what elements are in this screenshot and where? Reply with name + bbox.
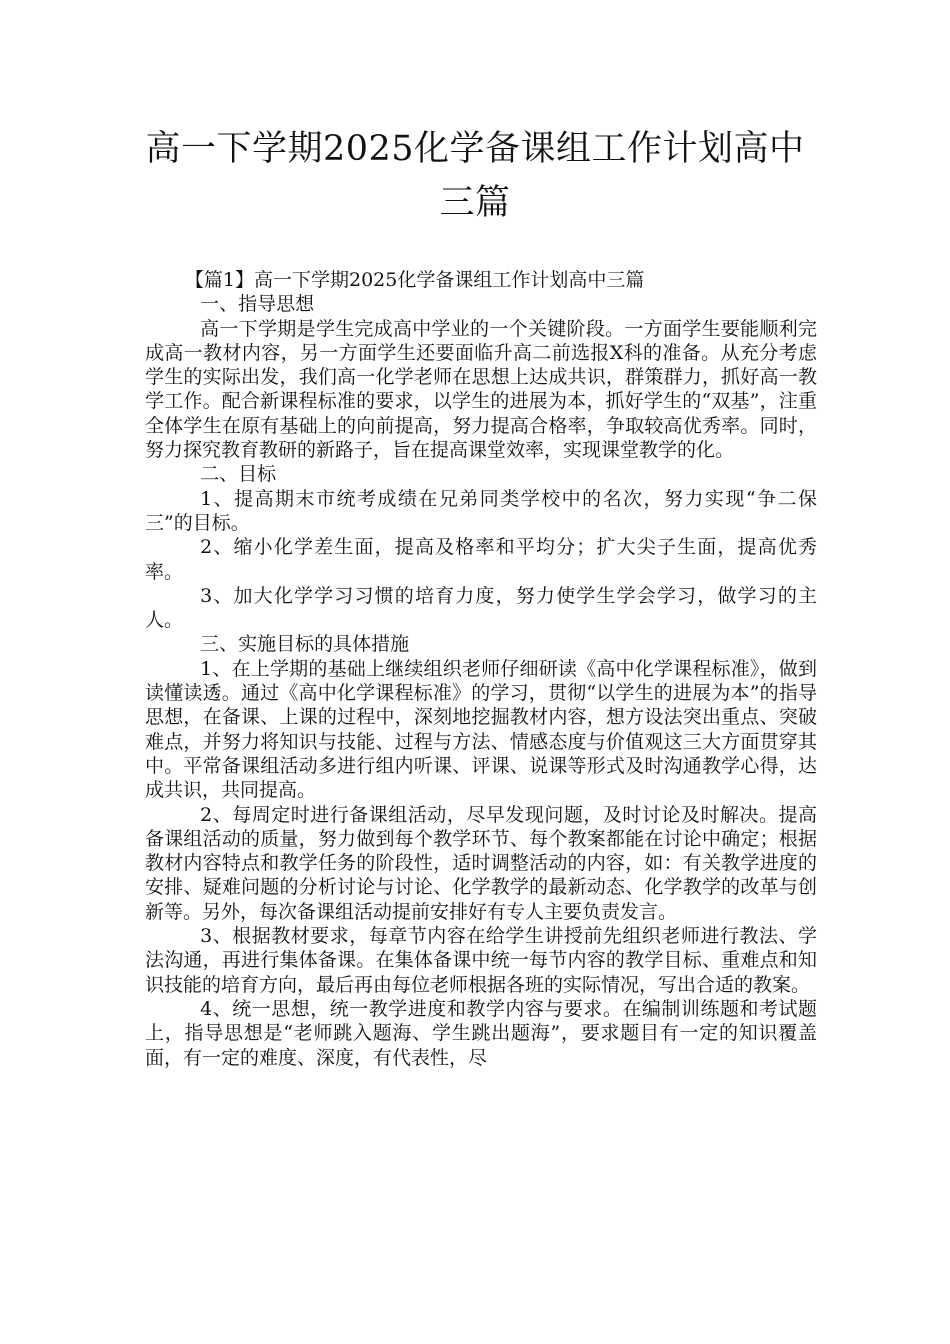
measure-item-2: 2、每周定时进行备课组活动，尽早发现问题，及时讨论及时解决。提高备课组活动的质量，努力做到每个教学环节、每个教案都能在讨论中确定；根据教材内容特点和教学任务的阶段性，适时调整活动的内容，如：有关教学进度的安排、疑难问题的分析讨论与讨论、化学教学的最新动态、化学教学的改革与创新等。另外，每次备课组活动提前安排好有专人主要负责发言。 [145,803,817,923]
document-body [145,268,817,1070]
goal-item-3: 3、加大化学学习习惯的培育力度，努力使学生学会学习，做学习的主人。 [145,584,817,632]
heading-goals: 二、目标 [200,463,277,486]
measure-item-4: 4、统一思想，统一教学进度和教学内容与要求。在编制训练题和考试题上，指导思想是“老师跳入题海、学生跳出题海”，要求题目有一定的知识覆盖面，有一定的难度、深度，有代表性，尽 [145,997,817,1069]
heading-measures: 三、实施目标的具体措施 [200,633,410,656]
measure-item-1: 1、在上学期的基础上继续组织老师仔细研读《高中化学课程标准》，做到读懂读透。通过《高中化学课程标准》的学习，贯彻“以学生的进展为本”的指导思想，在备课、上课的过程中，深刻地挖掘教材内容，想方设法突出重点、突破难点，并努力将知识与技能、过程与方法、情感态度与价值观这三大方面贯穿其中。平常备课组活动多进行组内听课、评课、说课等形式及时沟通教学心得，达成共识，共同提高。 [145,657,817,802]
measure-item-3: 3、根据教材要求，每章节内容在给学生讲授前先组织老师进行教法、学法沟通，再进行集体备课。在集体备课中统一每节内容的教学目标、重难点和知识技能的培育方向，最后再由每位老师根据各班的实际情况，写出合适的教案。 [145,925,817,996]
goal-item-1: 1、提高期末市统考成绩在兄弟同类学校中的名次，努力实现“争二保三”的目标。 [145,487,817,534]
paragraph-guiding-ideology: 高一下学期是学生完成高中学业的一个关键阶段。一方面学生要能顺利完成高一教材内容，另一方面学生还要面临升高二前选报X科的准备。从充分考虑学生的实际出发，我们高一化学老师在思想上达成共识，群策群力，抓好高一教学工作。配合新课程标准的要求，以学生的进展为本，抓好学生的“双基”，注重全体学生在原有基础上的向前提高，努力提高合格率，争取较高优秀率。同时，努力探究教育教研的新路子，旨在提高课堂效率，实现课堂教学的化。 [145,317,817,462]
section-title: 【篇1】高一下学期2025化学备课组工作计划高中三篇 [184,269,645,291]
document-title: 高一下学期2025化学备课组工作计划高中三篇 [145,129,805,223]
goal-item-2: 2、缩小化学差生面，提高及格率和平均分；扩大尖子生面，提高优秀率。 [145,536,817,583]
heading-guiding-ideology: 一、指导思想 [200,293,315,316]
